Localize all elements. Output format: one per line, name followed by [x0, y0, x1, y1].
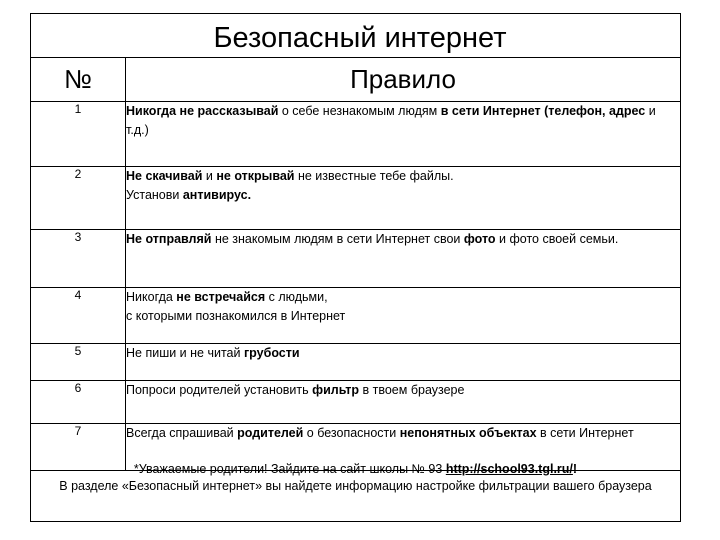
rule-emphasis: Не отправляй — [126, 232, 212, 246]
rules-body — [31, 102, 681, 471]
rule-emphasis: (телефон, адрес — [544, 104, 646, 118]
school-site-link[interactable]: http://school93.tgl.ru/ — [445, 462, 573, 476]
rule-text — [126, 344, 681, 381]
rule-number: 3 — [31, 230, 126, 288]
rule-number: 4 — [31, 288, 126, 344]
rule-emphasis: непонятных объектах — [399, 426, 537, 440]
rule-emphasis: Не скачивай — [126, 169, 203, 183]
rule-emphasis: фото — [463, 232, 496, 246]
rule-emphasis: грубости — [243, 346, 300, 360]
rule-fragment: Установи — [126, 188, 183, 202]
rule-number: 6 — [31, 381, 126, 424]
rule-emphasis: не открывай — [216, 169, 295, 183]
page-title: Безопасный интернет — [213, 22, 507, 54]
rule-fragment: и т.д.) — [126, 104, 656, 137]
table-row — [31, 102, 681, 167]
rule-fragment: о себе незнакомым людям — [278, 104, 441, 118]
rule-fragment: с людьми, — [265, 290, 328, 304]
rule-emphasis: фильтр — [312, 383, 360, 397]
rule-text — [126, 102, 681, 167]
rule-text — [126, 288, 681, 344]
rule-emphasis: в сети Интернет — [440, 104, 541, 118]
rule-fragment: в твоем браузере — [359, 383, 465, 397]
table-row — [31, 381, 681, 424]
rule-number: 1 — [31, 102, 126, 167]
rule-fragment: о безопасности — [303, 426, 400, 440]
rule-fragment: в сети Интернет — [536, 426, 634, 440]
rule-emphasis: родителей — [237, 426, 304, 440]
header-rule: Правило — [126, 58, 681, 102]
rule-fragment: не известные тебе файлы. — [294, 169, 454, 183]
rule-text — [126, 167, 681, 230]
rule-fragment: Попроси родителей установить — [126, 383, 313, 397]
footer-suffix: ! — [572, 462, 578, 476]
footer-line-1 — [30, 461, 681, 478]
table-header-row — [31, 58, 681, 102]
rule-number: 2 — [31, 167, 126, 230]
rule-fragment: и — [202, 169, 217, 183]
header-number: № — [31, 58, 126, 102]
rule-fragment: и фото своей семьи. — [495, 232, 619, 246]
table-row — [31, 230, 681, 288]
rule-fragment: Всегда спрашивай — [126, 426, 238, 440]
rule-emphasis: антивирус. — [182, 188, 252, 202]
table-row — [31, 344, 681, 381]
table-row — [31, 288, 681, 344]
rule-number: 5 — [31, 344, 126, 381]
rule-fragment: с которыми познакомился в Интернет — [126, 309, 346, 323]
rule-fragment: Не пиши и не читай — [126, 346, 244, 360]
table-row — [31, 167, 681, 230]
rule-emphasis: Никогда не рассказывай — [126, 104, 279, 118]
rules-table — [30, 57, 681, 471]
rule-fragment: Никогда — [126, 290, 177, 304]
rule-text — [126, 381, 681, 424]
rule-number: 7 — [31, 424, 126, 471]
rule-text — [126, 230, 681, 288]
footer-prefix: *Уважаемые родители! Зайдите на сайт школы № 93 — [133, 462, 446, 476]
rule-fragment: не знакомым людям в сети Интернет свои — [211, 232, 464, 246]
footer-line-2: В разделе «Безопасный интернет» вы найдете информацию настройке фильтрации вашего браузера — [59, 479, 652, 493]
footer-note — [30, 461, 681, 495]
rule-emphasis: не встречайся — [176, 290, 266, 304]
